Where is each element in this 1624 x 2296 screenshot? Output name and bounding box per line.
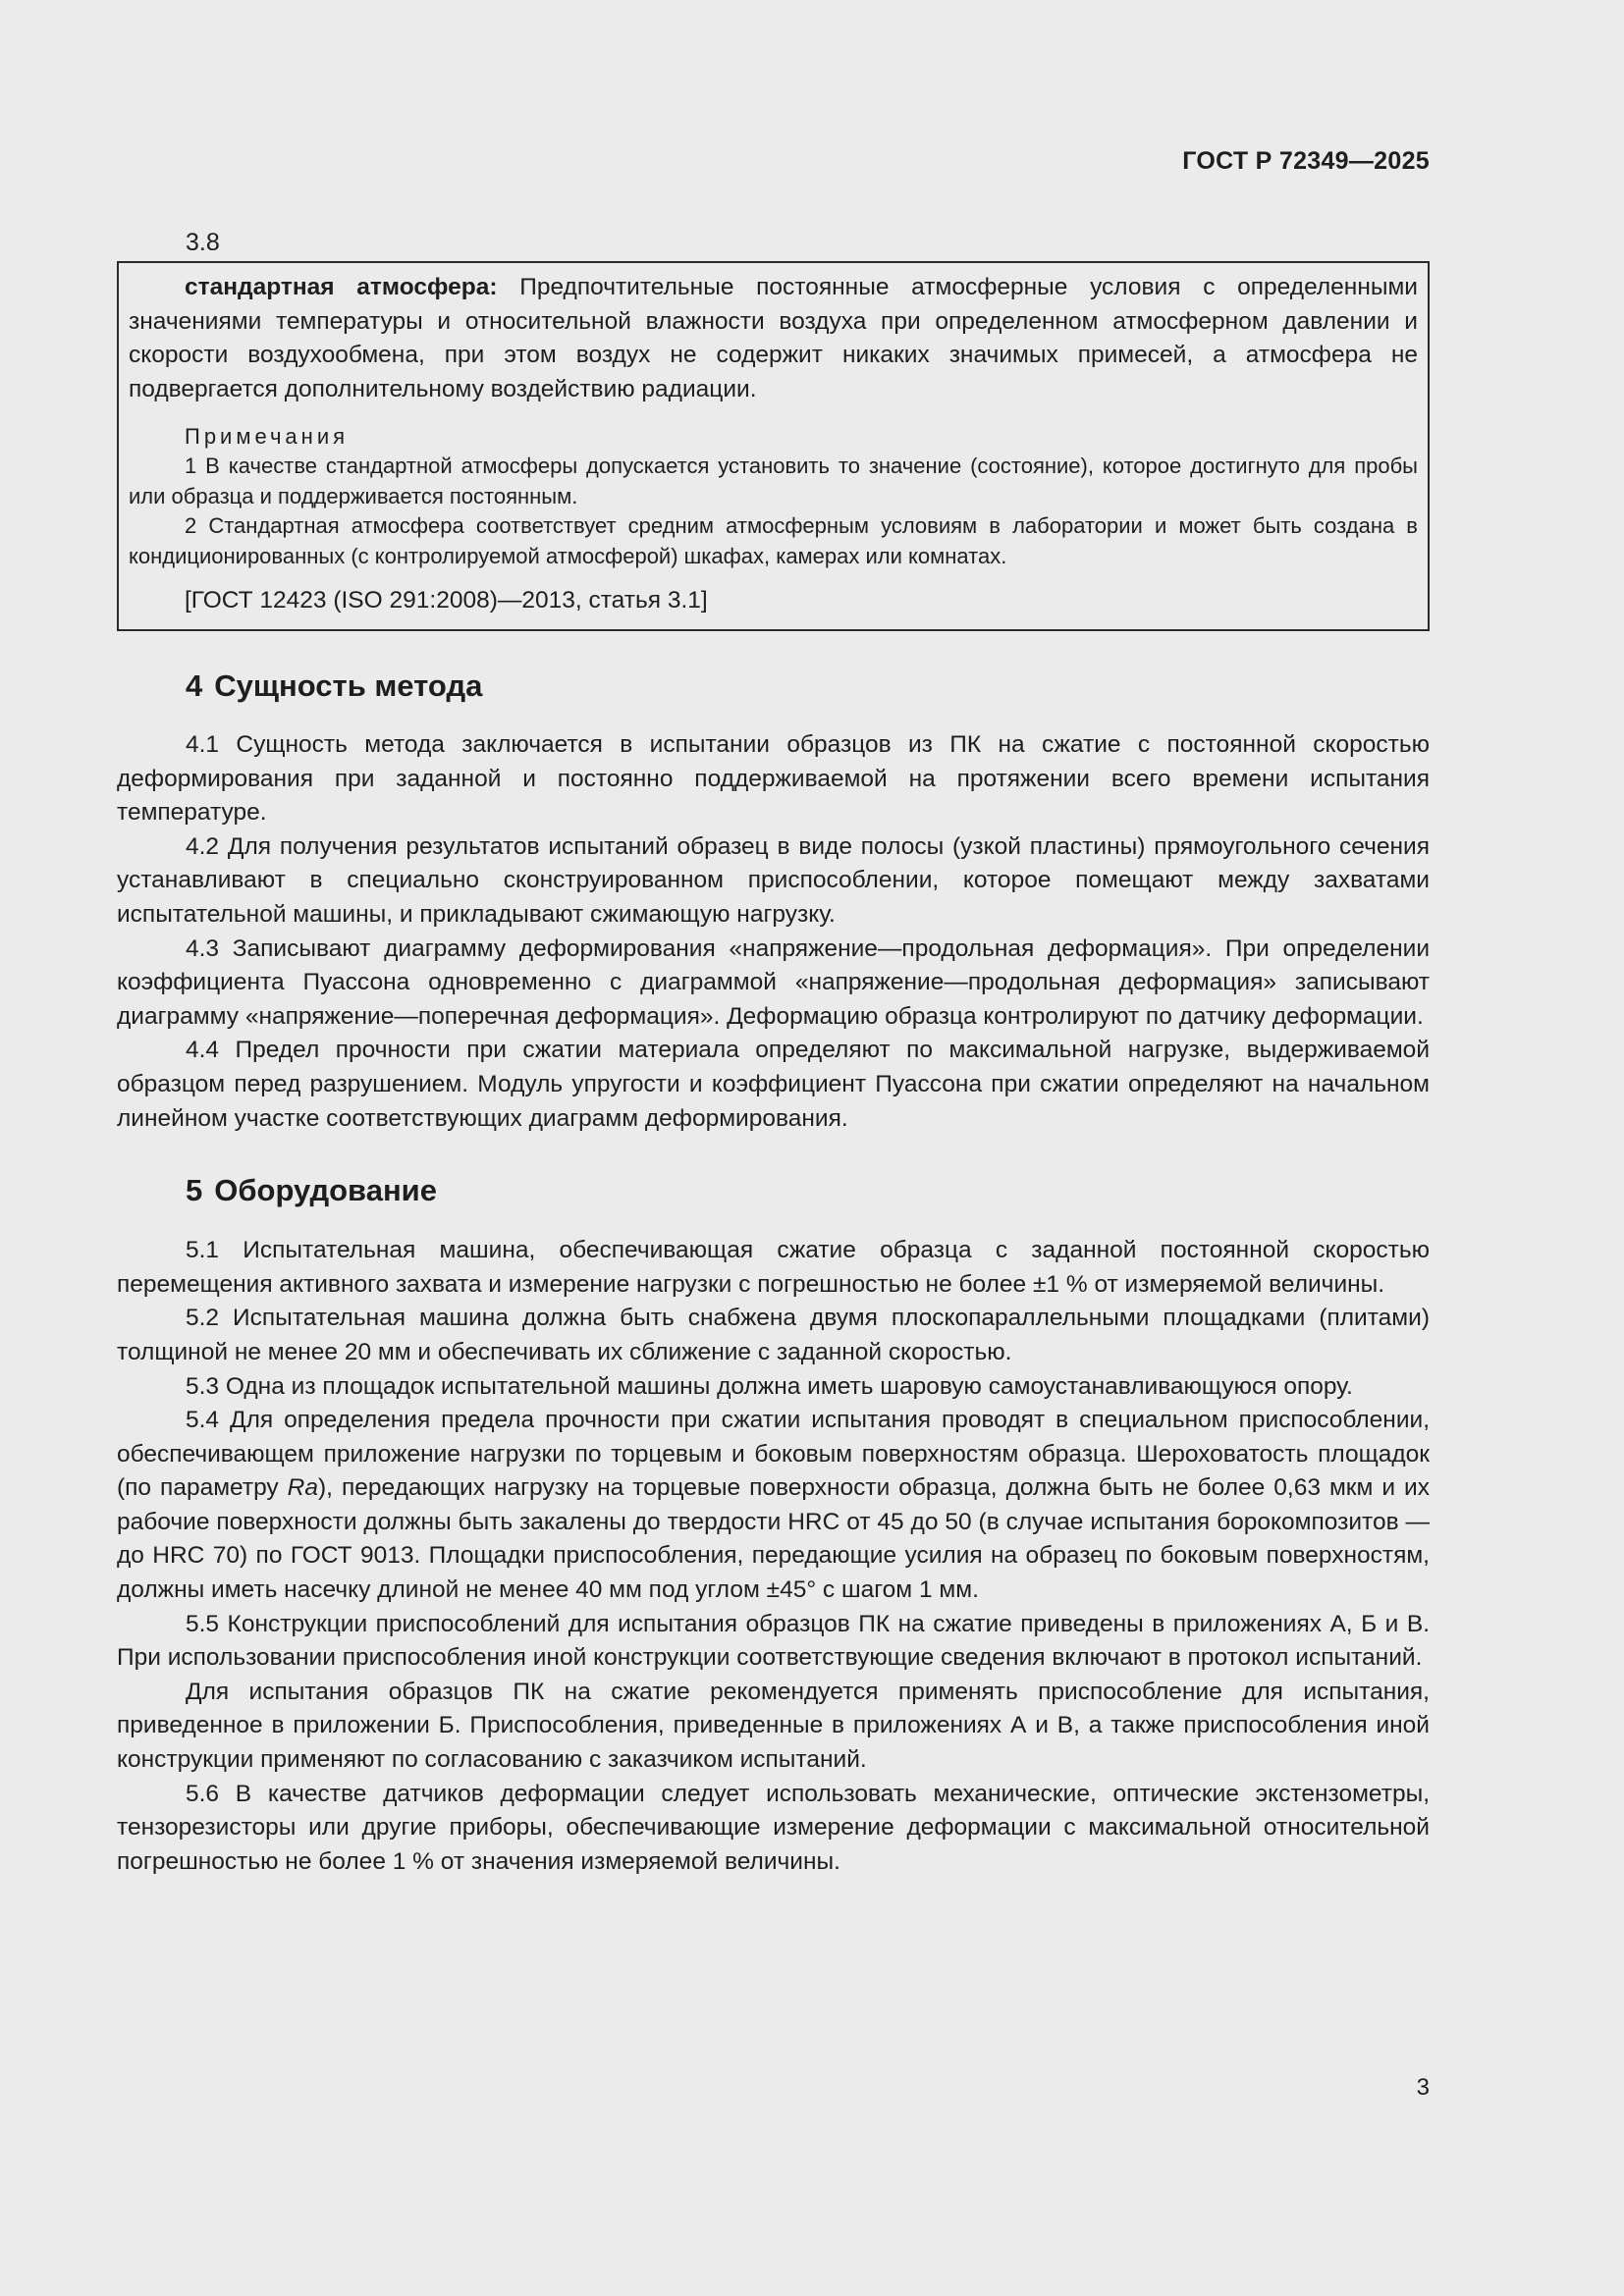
paragraph-5-5-continued: Для испытания образцов ПК на сжатие рекомендуется применять приспособление для испытания, приведенное в приложении Б. Приспособления, приведенные в приложениях А и В, а также приспособления иной конструкции применяют по согласованию с заказчиком испытаний. [117, 1678, 1430, 1774]
notes-title: Примечания [185, 424, 350, 449]
paragraph-5-4 [117, 1404, 1430, 1608]
roughness-parameter: Ra [287, 1474, 318, 1502]
section-4-heading [117, 667, 1430, 706]
term-number: 3.8 [186, 229, 220, 256]
paragraph-4-3: 4.3 Записывают диаграмму деформирования «напряжение—продольная деформация». При определении коэффициента Пуассона одновременно с диаграммой «напряжение—продольная деформация» записывают диаграмму «напряжение—поперечная деформация». Деформацию образца контролируют по датчику деформации. [117, 934, 1430, 1030]
note-2: 2 Стандартная атмосфера соответствует средним атмосферным условиям в лаборатории и может быть создана в кондиционированных (с контролируемой атмосферой) шкафах, камерах или комнатах. [129, 513, 1418, 568]
paragraph-5-3: 5.3 Одна из площадок испытательной машины должна иметь шаровую самоустанавливающуюся опору. [186, 1372, 1353, 1400]
paragraph-5-4-part-b: ), передающих нагрузку на торцевые поверхности образца, должна быть не более 0,63 мкм и их рабочие поверхности должны быть закалены до твердости HRC от 45 до 50 (в случае испытания борокомпозитов — до HRC 70) по ГОСТ 9013. Площадки приспособления, передающие усилия на образец по боковым поверхностям, должны иметь насечку длиной не менее 40 мм под углом ±45° с шагом 1 мм. [117, 1474, 1430, 1604]
paragraph-5-5: 5.5 Конструкции приспособлений для испытания образцов ПК на сжатие приведены в приложениях А, Б и В. При использовании приспособления иной конструкции соответствующие сведения включают в протокол испытаний. [117, 1610, 1430, 1672]
paragraph-4-2: 4.2 Для получения результатов испытаний образец в виде полосы (узкой пластины) прямоугольного сечения устанавливают в специально сконструированном приспособлении, которое помещают между захватами испытательной машины, и прикладывают сжимающую нагрузку. [117, 832, 1430, 928]
term-definition-box [117, 261, 1430, 631]
term-definition [129, 271, 1418, 406]
page-number: 3 [1416, 2074, 1430, 2101]
section-4-number: 4 [186, 668, 203, 703]
term-word: стандартная атмосфера: [185, 274, 498, 300]
paragraph-5-1: 5.1 Испытательная машина, обеспечивающая сжатие образца с заданной постоянной скоростью перемещения активного захвата и измерение нагрузки с погрешностью не более ±1 % от измеряемой величины. [117, 1237, 1430, 1298]
page-content [117, 226, 1430, 1879]
term-definition-text: Предпочтительные постоянные атмосферные условия с определенными значениями температуры и относительной влажности воздуха при определенном атмосферном давлении и скорости воздухообмена, при этом воздух не содержит никаких значимых примесей, а атмосфера не подвергается дополнительному воздействию радиации. [129, 274, 1418, 402]
paragraph-4-4: 4.4 Предел прочности при сжатии материала определяют по максимальной нагрузке, выдерживаемой образцом перед разрушением. Модуль упругости и коэффициент Пуассона при сжатии определяют на начальном линейном участке соответствующих диаграмм деформирования. [117, 1037, 1430, 1132]
section-5-heading [117, 1171, 1430, 1210]
paragraph-5-4-part-a: 5.4 Для определения предела прочности при сжатии испытания проводят в специальном приспособлении, обеспечивающем приложение нагрузки по торцевым и боковым поверхностям образца. Шероховатость площадок (по параметру [117, 1407, 1430, 1502]
note-1: 1 В качестве стандартной атмосферы допускается установить то значение (состояние), которое достигнуто для пробы или образца и поддерживается постоянным. [129, 454, 1418, 508]
paragraph-5-2: 5.2 Испытательная машина должна быть снабжена двумя плоскопараллельными площадками (плитами) толщиной не менее 20 мм и обеспечивать их сближение с заданной скоростью. [117, 1305, 1430, 1365]
section-4-title: Сущность метода [214, 668, 483, 703]
term-source: [ГОСТ 12423 (ISO 291:2008)—2013, статья 3.1] [185, 587, 708, 614]
paragraph-5-6: 5.6 В качестве датчиков деформации следует использовать механические, оптические экстензометры, тензорезисторы или другие приборы, обеспечивающие измерение деформации с максимальной относительной погрешностью не более 1 % от значения измеряемой величины. [117, 1780, 1430, 1875]
section-5-title: Оборудование [214, 1173, 437, 1208]
document-code: ГОСТ Р 72349—2025 [1182, 147, 1430, 175]
section-5-body [117, 1234, 1430, 1879]
section-5-number: 5 [186, 1173, 203, 1208]
section-4-body [117, 728, 1430, 1136]
paragraph-4-1: 4.1 Сущность метода заключается в испытании образцов из ПК на сжатие с постоянной скоростью деформирования при заданной и постоянно поддерживаемой на протяжении всего времени испытания температуре. [117, 731, 1430, 827]
